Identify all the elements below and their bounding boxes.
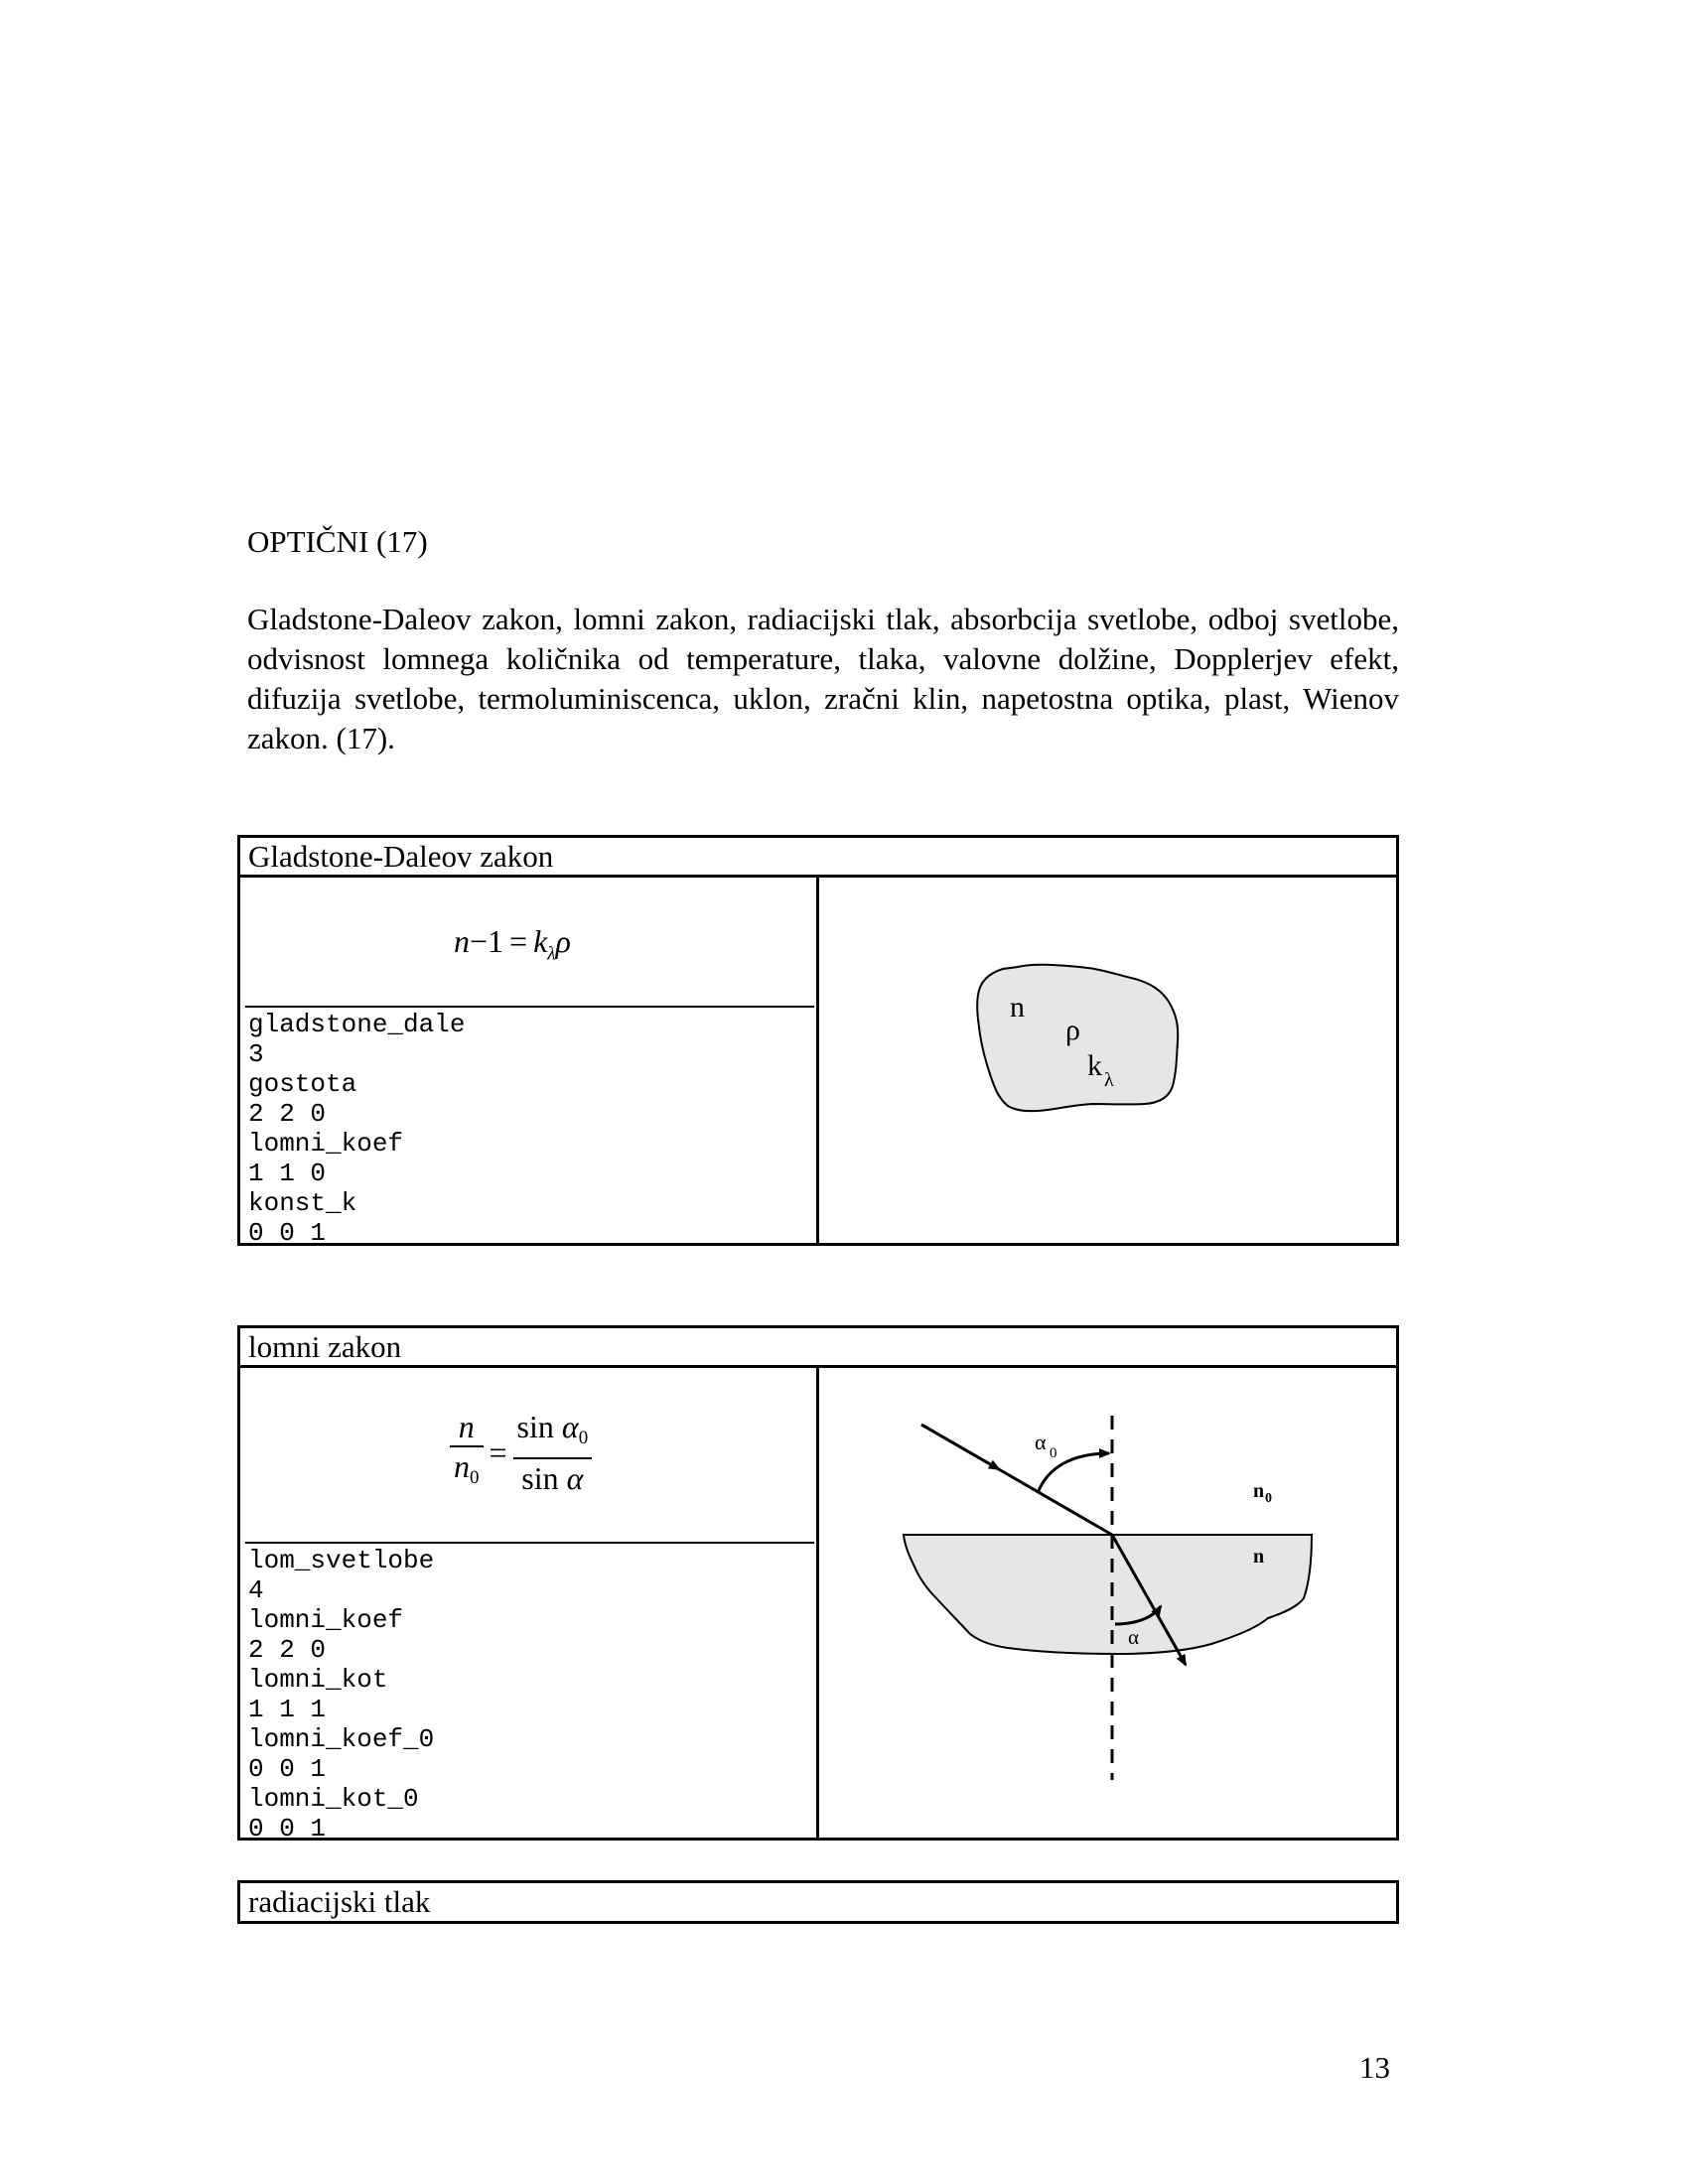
sin-fn-top: sin <box>516 1409 554 1444</box>
variable-list <box>240 1008 816 1248</box>
variable-line: lom_svetlobe <box>248 1546 435 1575</box>
alpha0-sub: 0 <box>578 1428 589 1448</box>
snell-formula <box>450 1408 592 1497</box>
formula-minus-one: −1 <box>470 923 504 959</box>
variable-line: 1 1 1 <box>248 1695 327 1724</box>
formula-area <box>245 1368 814 1544</box>
variable-line: konst_k <box>248 1188 357 1218</box>
panel-title: radiacijski tlak <box>248 1884 431 1919</box>
denominator-n0: n <box>454 1448 470 1484</box>
variable-list <box>240 1544 816 1843</box>
label-alpha0: α <box>1035 1430 1047 1454</box>
variable-line: 0 0 1 <box>248 1754 327 1784</box>
formula-column <box>240 1368 819 1843</box>
variable-line: gladstone_dale <box>248 1010 466 1039</box>
label-alpha0-sub: 0 <box>1050 1445 1057 1461</box>
variable-line: 3 <box>248 1039 264 1069</box>
gladstone-dale-formula <box>454 923 571 965</box>
diagram-column <box>819 1368 1396 1838</box>
variable-line: 1 1 0 <box>248 1159 327 1188</box>
variable-line: 0 0 1 <box>248 1218 327 1248</box>
denominator-n0-sub: 0 <box>470 1467 480 1488</box>
label-n: n <box>1253 1546 1265 1568</box>
alpha0-arc-icon <box>1038 1453 1109 1493</box>
panel-title: Gladstone-Daleov zakon <box>240 838 1396 878</box>
numerator-n: n <box>458 1409 475 1444</box>
medium-blob-diagram <box>819 878 1395 1243</box>
lower-medium <box>904 1535 1312 1654</box>
label-n0-sub: 0 <box>1265 1491 1272 1506</box>
gladstone-dale-panel <box>237 835 1399 1246</box>
label-rho: ρ <box>1065 1014 1080 1046</box>
label-k-sub: λ <box>1104 1069 1114 1091</box>
formula-k-sub: λ <box>547 943 556 965</box>
variable-line: gostota <box>248 1069 357 1099</box>
right-fraction <box>513 1408 593 1497</box>
variable-line: 4 <box>248 1575 264 1605</box>
variable-line: 2 2 0 <box>248 1099 327 1129</box>
label-n: n <box>1010 991 1025 1024</box>
panel-title: lomni zakon <box>240 1328 1396 1368</box>
label-alpha: α <box>1128 1625 1140 1649</box>
formula-rho: ρ <box>555 923 571 959</box>
section-heading: OPTIČNI (17) <box>247 524 428 559</box>
diagram-column <box>819 878 1396 1243</box>
label-n0: n <box>1253 1480 1265 1502</box>
refraction-diagram <box>819 1368 1395 1838</box>
variable-line: lomni_koef_0 <box>248 1724 435 1754</box>
formula-equals: = <box>489 1433 507 1470</box>
formula-n: n <box>454 923 470 959</box>
alpha-var: α <box>566 1460 584 1496</box>
variable-line: lomni_kot_0 <box>248 1784 419 1814</box>
page-number: 13 <box>1359 2050 1390 2085</box>
refraction-law-panel <box>237 1325 1399 1841</box>
label-k: k <box>1087 1049 1102 1082</box>
section-intro: Gladstone-Daleov zakon, lomni zakon, radiacijski tlak, absorbcija svetlobe, odboj svetlobe, odvisnost lomnega količnika od temperature, tlaka, valovne dolžine, Dopplerjev efekt, difuzija svetlobe, termoluminiscenca, uklon, zračni klin, napetostna optika, plast, Wienov zakon. (17). <box>247 602 1399 755</box>
variable-line: lomni_koef <box>248 1129 404 1159</box>
formula-equals: = <box>509 923 528 959</box>
variable-line: 2 2 0 <box>248 1635 327 1665</box>
variable-line: lomni_koef <box>248 1605 404 1635</box>
formula-column <box>240 878 819 1248</box>
variable-line: lomni_kot <box>248 1665 388 1695</box>
formula-k: k <box>533 923 548 959</box>
formula-area <box>245 878 814 1008</box>
variable-line: 0 0 1 <box>248 1814 327 1843</box>
incident-arrow-icon <box>921 1425 999 1469</box>
alpha0-var: α <box>561 1409 579 1444</box>
sin-fn-bottom: sin <box>521 1460 559 1496</box>
left-fraction <box>450 1408 484 1497</box>
radiation-pressure-panel <box>237 1880 1399 1924</box>
